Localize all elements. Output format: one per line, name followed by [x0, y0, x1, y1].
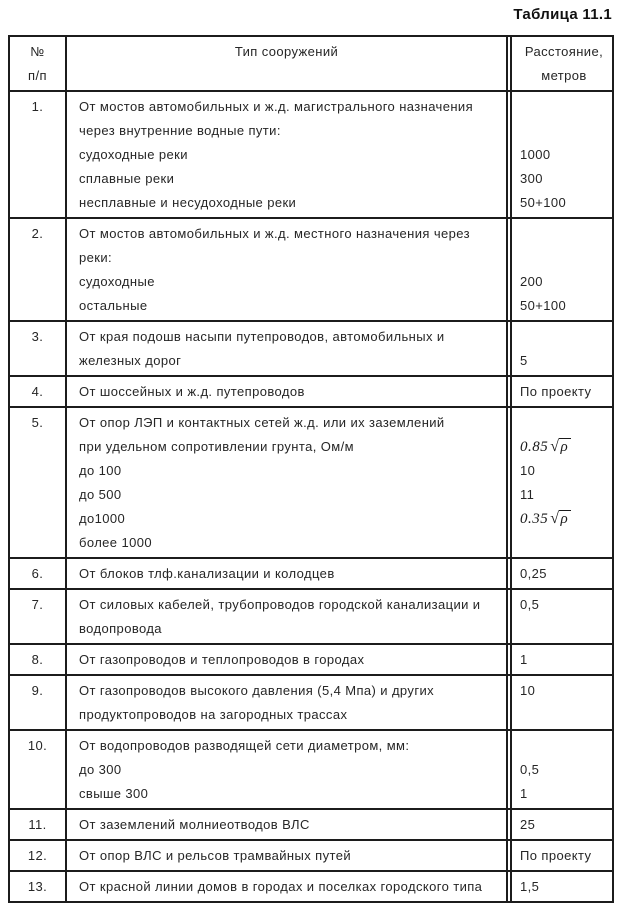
row-number [10, 810, 67, 839]
distance-value [520, 734, 608, 758]
header-number-line2: п/п [28, 68, 47, 83]
distance-value: 50+100 [520, 298, 567, 313]
header-number-column [10, 37, 67, 90]
description-line: От газопроводов и теплопроводов в городах [79, 652, 365, 667]
distance-value: 300 [520, 171, 543, 186]
description-line: судоходные [79, 274, 155, 289]
row-distance [512, 841, 612, 870]
distance-value [520, 119, 608, 143]
description-line: через внутренние водные пути: [79, 123, 281, 138]
row-distance [512, 810, 612, 839]
description-line: более 1000 [79, 535, 152, 550]
description-line: реки: [79, 250, 113, 265]
row-number-text: 6. [31, 566, 44, 581]
description-line: до 300 [79, 762, 122, 777]
table-row [10, 92, 612, 219]
row-number [10, 92, 67, 217]
table-row [10, 377, 612, 408]
row-number [10, 590, 67, 643]
description-line: свыше 300 [79, 786, 149, 801]
description-line: железных дорог [79, 353, 182, 368]
distance-value [520, 246, 608, 270]
row-number [10, 645, 67, 674]
row-number-text: 7. [31, 597, 44, 612]
distance-value: 1000 [520, 147, 551, 162]
row-number-text: 13. [27, 879, 48, 894]
row-number [10, 408, 67, 557]
description-line: От опор ЛЭП и контактных сетей ж.д. или их заземлений [79, 415, 445, 430]
description-line: От силовых кабелей, трубопроводов городской канализации и [79, 597, 481, 612]
row-distance [512, 377, 612, 406]
row-description [67, 377, 512, 406]
table-row [10, 645, 612, 676]
header-distance-line1: Расстояние, [524, 44, 604, 59]
description-line: От опор ВЛС и рельсов трамвайных путей [79, 848, 352, 863]
row-description [67, 92, 512, 217]
description-line: От края подошв насыпи путепроводов, автомобильных и [79, 329, 445, 344]
distance-value: 200 [520, 274, 543, 289]
row-number-text: 1. [31, 99, 44, 114]
distance-value: 1 [520, 786, 528, 801]
row-number-text: 2. [31, 226, 44, 241]
distance-value: 1 [520, 652, 528, 667]
row-distance [512, 872, 612, 901]
row-number-text: 10. [27, 738, 48, 753]
header-type-column [67, 37, 512, 90]
row-number-text: 5. [31, 415, 44, 430]
row-description [67, 559, 512, 588]
description-line: продуктопроводов на загородных трассах [79, 707, 348, 722]
row-description [67, 645, 512, 674]
row-number-text: 11. [28, 817, 47, 832]
sqrt-expression: 0.85 √ρ [520, 439, 571, 455]
row-number [10, 322, 67, 375]
row-distance [512, 408, 612, 557]
row-number-text: 3. [31, 329, 44, 344]
distance-value: 0,5 [520, 762, 540, 777]
row-description [67, 731, 512, 808]
description-line: несплавные и несудоходные реки [79, 195, 297, 210]
table-body [10, 92, 612, 901]
row-number [10, 872, 67, 901]
description-line: От блоков тлф.канализации и колодцев [79, 566, 335, 581]
description-line: От шоссейных и ж.д. путепроводов [79, 384, 305, 399]
distance-value: 0,25 [520, 566, 547, 581]
description-line: до1000 [79, 511, 126, 526]
table-row [10, 590, 612, 645]
header-distance-line2: метров [541, 68, 587, 83]
distance-value: 11 [520, 487, 535, 502]
row-number-text: 4. [31, 384, 44, 399]
description-line: От красной линии домов в городах и поселках городского типа [79, 879, 483, 894]
description-line: От водопроводов разводящей сети диаметром, мм: [79, 738, 410, 753]
row-description [67, 219, 512, 320]
header-type-spacer [75, 64, 498, 88]
row-number-text: 12. [27, 848, 48, 863]
distance-value [520, 617, 608, 641]
description-line: остальные [79, 298, 148, 313]
table-row [10, 872, 612, 901]
distances-table [8, 35, 614, 903]
distance-value: 0,5 [520, 597, 540, 612]
table-row [10, 810, 612, 841]
distance-value [520, 411, 608, 435]
table-title: Таблица 11.1 [513, 6, 612, 23]
distance-value [520, 325, 608, 349]
distance-value [520, 95, 608, 119]
row-distance [512, 92, 612, 217]
table-header-row [10, 37, 612, 92]
row-number [10, 731, 67, 808]
row-number [10, 219, 67, 320]
description-line: сплавные реки [79, 171, 175, 186]
table-row [10, 322, 612, 377]
distance-value [520, 435, 608, 459]
row-distance [512, 322, 612, 375]
row-distance [512, 676, 612, 729]
description-line: От мостов автомобильных и ж.д. местного назначения через [79, 226, 470, 241]
row-description [67, 322, 512, 375]
description-line: при удельном сопротивлении грунта, Ом/м [79, 439, 354, 454]
description-line: до 100 [79, 463, 122, 478]
header-type-label: Тип сооружений [234, 44, 339, 59]
header-distance-column [512, 37, 612, 90]
row-description [67, 676, 512, 729]
row-number [10, 377, 67, 406]
description-line: водопровода [79, 621, 162, 636]
distance-value: 10 [520, 683, 536, 698]
row-description [67, 408, 512, 557]
header-number-line1: № [30, 44, 45, 59]
description-line: до 500 [79, 487, 122, 502]
row-number [10, 559, 67, 588]
table-row [10, 559, 612, 590]
row-distance [512, 219, 612, 320]
row-description [67, 872, 512, 901]
row-distance [512, 731, 612, 808]
row-distance [512, 590, 612, 643]
distance-value: 50+100 [520, 195, 567, 210]
distance-value: По проекту [520, 848, 592, 863]
distance-value: По проекту [520, 384, 592, 399]
row-description [67, 590, 512, 643]
distance-value: 5 [520, 353, 528, 368]
description-line: От заземлений молниеотводов ВЛС [79, 817, 310, 832]
distance-value [520, 222, 608, 246]
distance-value: 10 [520, 463, 536, 478]
distance-value: 1,5 [520, 879, 540, 894]
table-row [10, 676, 612, 731]
row-number [10, 841, 67, 870]
description-line: От мостов автомобильных и ж.д. магистрального назначения [79, 99, 474, 114]
row-number [10, 676, 67, 729]
sqrt-expression: 0.35 √ρ [520, 511, 571, 527]
description-line: От газопроводов высокого давления (5,4 Мпа) и других [79, 683, 435, 698]
row-number-text: 9. [31, 683, 44, 698]
table-row [10, 841, 612, 872]
row-description [67, 810, 512, 839]
distance-value [520, 507, 608, 531]
table-row [10, 219, 612, 322]
distance-value [520, 703, 608, 727]
table-row [10, 408, 612, 559]
distance-value [520, 531, 608, 555]
row-number-text: 8. [31, 652, 44, 667]
distance-value: 25 [520, 817, 536, 832]
description-line: судоходные реки [79, 147, 188, 162]
row-distance [512, 645, 612, 674]
row-distance [512, 559, 612, 588]
table-row [10, 731, 612, 810]
row-description [67, 841, 512, 870]
